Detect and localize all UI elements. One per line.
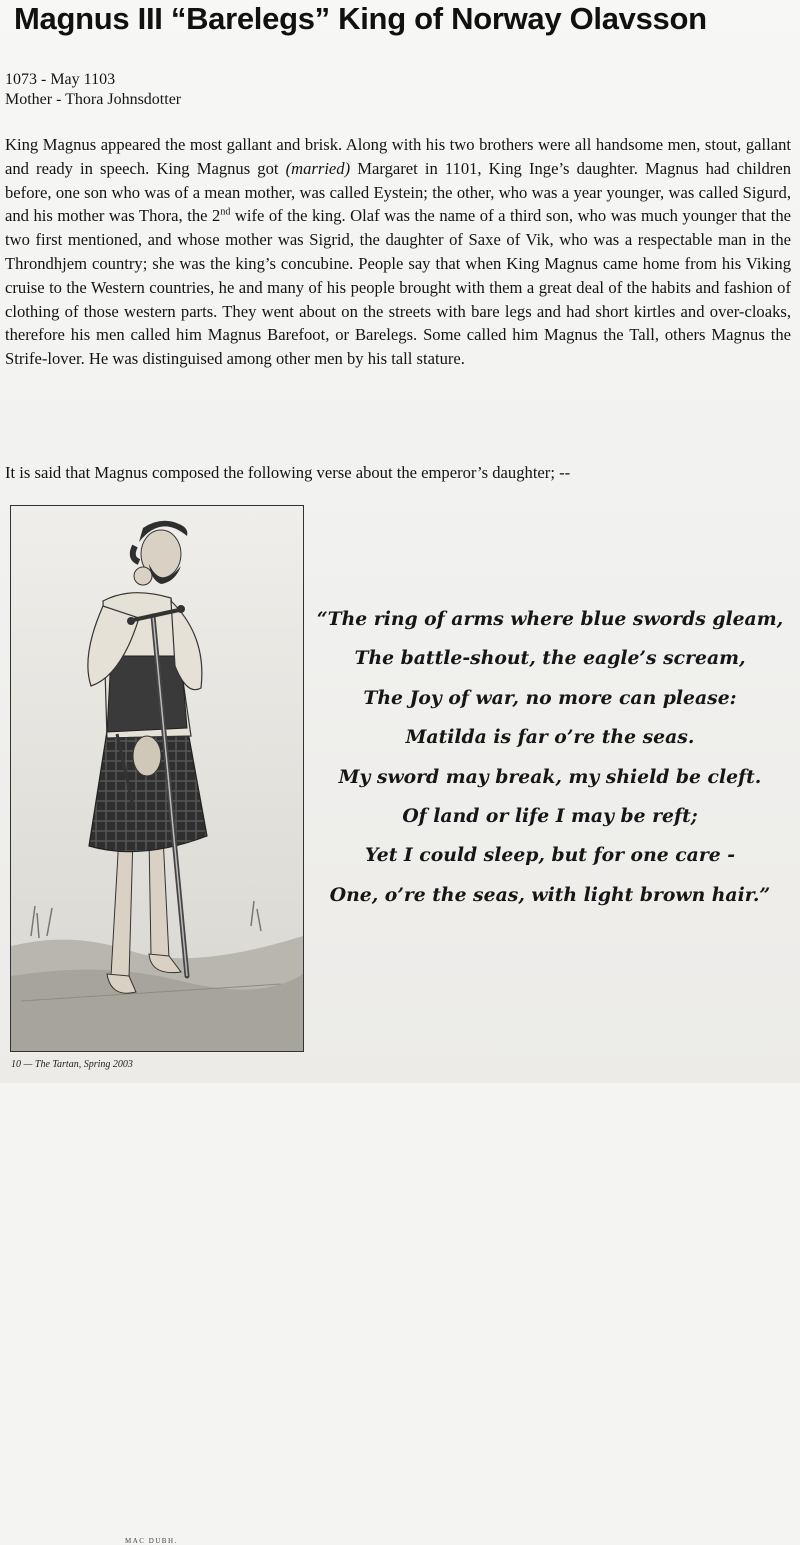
verse-line: My sword may break, my shield be cleft. — [338, 765, 762, 788]
highlander-figure-icon — [11, 506, 303, 1051]
life-dates: 1073 - May 1103 — [5, 71, 116, 88]
paragraph-text — [5, 133, 791, 371]
married-note: (married) — [285, 158, 351, 178]
verse-line: “The ring of arms where blue swords gleam, — [316, 608, 784, 630]
verse — [300, 600, 800, 915]
verse-line: Yet I could sleep, but for one care - — [365, 844, 735, 867]
verse-line: The Joy of war, no more can please: — [363, 686, 737, 709]
page-footer: 10 — The Tartan, Spring 2003 — [11, 1059, 133, 1070]
paragraph-part-2: Margaret in 1101, King Inge’s daughter. Magnus had children before, one son who was of a mean mother, was called Eystein; the other, who was a year younger, was called Sigurd, and his mother was Thora, the 2 — [5, 158, 791, 226]
ordinal-suffix: nd — [220, 206, 231, 218]
verse-intro: It is said that Magnus composed the following verse about the emperor’s daughter; -- — [5, 463, 571, 482]
verse-line: One, o’re the seas, with light brown hair.” — [329, 883, 771, 906]
mother-name: Mother - Thora Johnsdotter — [5, 91, 182, 108]
page-title: Magnus III “Barelegs” King of Norway Olavsson — [14, 1, 707, 36]
verse-line: Matilda is far o’re the seas. — [405, 726, 695, 749]
illustration-caption: MAC DUBH. — [125, 1537, 178, 1545]
verse-line: The battle-shout, the eagle’s scream, — [354, 647, 746, 670]
paragraph-part-1: King Magnus appeared the most gallant and brisk. Along with his two brothers were all handsome men, stout, gallant and ready in speech. King Magnus got — [5, 135, 791, 178]
verse-line: Of land or life I may be reft; — [402, 804, 698, 827]
paragraph-part-3: wife of the king. Olaf was the name of a third son, who was much younger that the two first mentioned, and whose mother was Sigrid, the daughter of Saxe of Vik, who was a respectable man in the Throndhjem country; she was the king’s concubine. People say that when King Magnus came home from his Viking cruise to the Western countries, he and many of his people brought with them a great deal of the habits and fashion of clothing of those western parts. They went about on the streets with bare legs and had short kirtles and over-cloaks, therefore his men called him Magnus Barefoot, or Barelegs. Some called him Magnus the Tall, others Magnus the Strife-lover. He was distinguised among other men by his tall stature. — [5, 206, 792, 369]
biography-paragraph — [5, 133, 791, 371]
biographical-info — [5, 70, 181, 110]
